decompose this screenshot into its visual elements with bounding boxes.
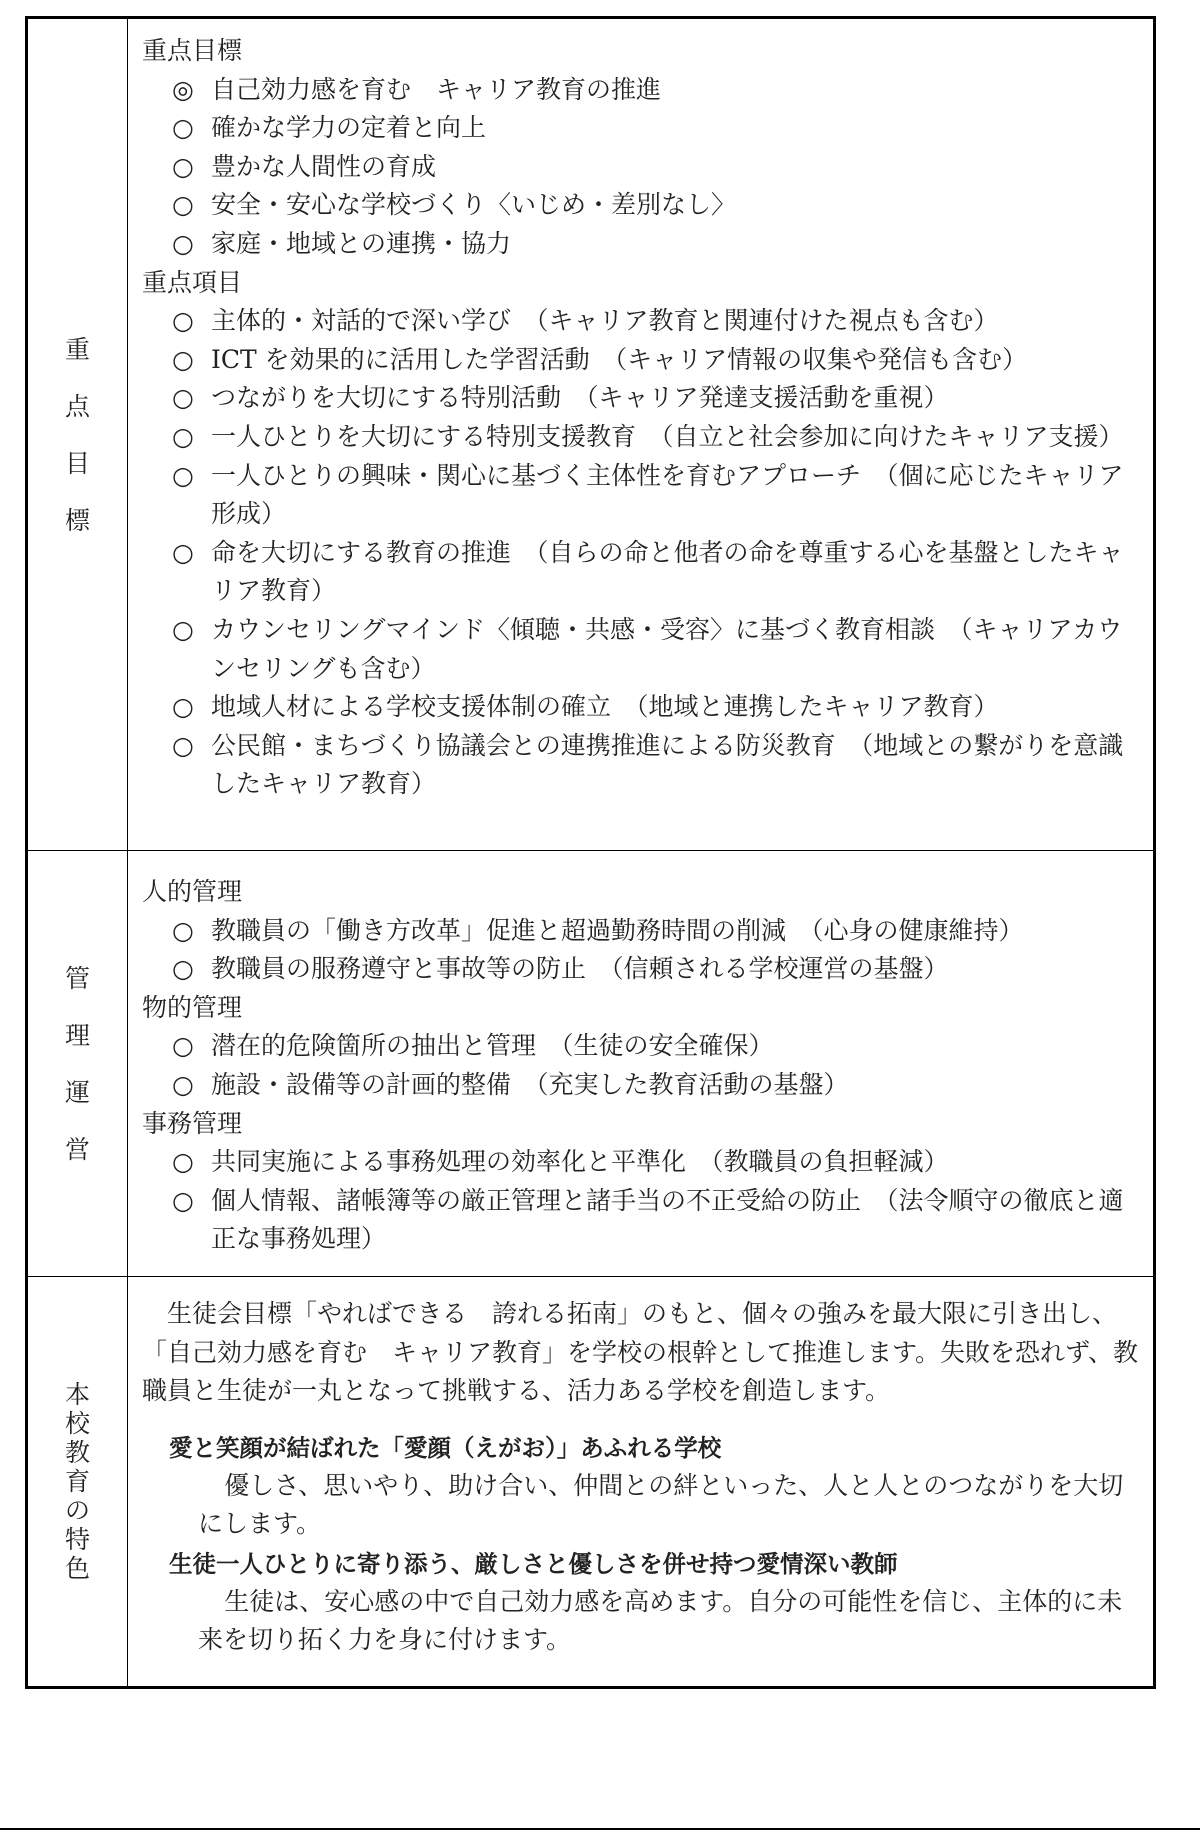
- focus-item-text: 命を大切にする教育の推進 （自らの命と他者の命を尊重する心を基盤としたキャリア教育）: [211, 537, 1124, 606]
- circle-icon: ○: [172, 460, 194, 490]
- focus-item-text: ICT を効果的に活用した学習活動 （キャリア情報の収集や発信も含む）: [211, 344, 1028, 374]
- circle-icon: ○: [172, 954, 194, 984]
- side-char: 重: [64, 334, 90, 364]
- focus-item-text: 公民館・まちづくり協議会との連携推進による防災教育 （地域との繋がりを意識したキャリア教育）: [211, 730, 1124, 799]
- side-char: 目: [64, 448, 90, 478]
- management-item: [142, 1066, 1141, 1105]
- section-management-side: [28, 851, 128, 1276]
- section-focus-label: [65, 321, 90, 549]
- management-group-heading: 事務管理: [142, 1108, 243, 1138]
- side-char: 管: [64, 963, 90, 993]
- focus-item: [142, 302, 1141, 341]
- section-management-content: [128, 851, 1153, 1276]
- circle-icon: ○: [172, 1069, 194, 1099]
- features-intro: 生徒会目標「やればできる 誇れる拓南」のもと、個々の強みを最大限に引き出し、「自己効力感を育む キャリア教育」を学校の根幹として推進します。失敗を恐れず、教職員と生徒が一丸となって挑戦する、活力ある学校を創造します。: [142, 1299, 1139, 1405]
- circle-icon: ○: [172, 421, 194, 451]
- goals-heading: 重点目標: [142, 36, 243, 65]
- section-features-side: [28, 1277, 128, 1686]
- management-group-heading: 物的管理: [142, 992, 243, 1022]
- circle-icon: ○: [172, 692, 194, 722]
- goal-item: [142, 186, 1141, 225]
- side-char: 色: [64, 1554, 90, 1583]
- goal-text: 確かな学力の定着と向上: [211, 113, 487, 143]
- circle-icon: ○: [172, 614, 194, 644]
- goal-text: 安全・安心な学校づくり〈いじめ・差別なし〉: [211, 190, 737, 220]
- management-item: [142, 950, 1141, 989]
- side-char: 特: [64, 1525, 90, 1554]
- circle-icon: ○: [172, 1185, 194, 1215]
- goal-item: [142, 71, 1141, 110]
- side-char: 点: [64, 391, 90, 421]
- management-group-heading: 人的管理: [142, 877, 243, 906]
- circle-icon: ○: [172, 344, 194, 374]
- management-item: [142, 1182, 1141, 1259]
- focus-item-text: 一人ひとりの興味・関心に基づく主体性を育むアプローチ （個に応じたキャリア形成）: [211, 460, 1124, 529]
- management-item-text: 施設・設備等の計画的整備 （充実した教育活動の基盤）: [211, 1069, 849, 1099]
- section-features-label: [65, 1380, 90, 1583]
- management-item-text: 潜在的危険箇所の抽出と管理 （生徒の安全確保）: [211, 1031, 774, 1061]
- side-char: 営: [64, 1134, 90, 1164]
- goal-text: 豊かな人間性の育成: [211, 151, 437, 181]
- feature-title: 愛と笑顔が結ばれた「愛顔（えがお）」あふれる学校: [169, 1433, 722, 1462]
- management-item-text: 教職員の「働き方改革」促進と超過勤務時間の削減 （心身の健康維持）: [211, 915, 1024, 945]
- side-char: 理: [64, 1020, 90, 1050]
- focus-item-text: 地域人材による学校支援体制の確立 （地域と連携したキャリア教育）: [211, 692, 999, 722]
- focus-item: [142, 457, 1141, 534]
- goal-text: 自己効力感を育む キャリア教育の推進: [211, 74, 662, 104]
- focus-item: [142, 379, 1141, 418]
- side-char: 本: [64, 1380, 90, 1409]
- feature-text: 優しさ、思いやり、助け合い、仲間との絆といった、人と人とのつながりを大切にします。: [198, 1470, 1124, 1538]
- goal-text: 家庭・地域との連携・協力: [211, 228, 512, 258]
- focus-item: [142, 418, 1141, 457]
- section-management: [28, 850, 1153, 1276]
- feature-title: 生徒一人ひとりに寄り添う、厳しさと優しさを併せ持つ愛情深い教師: [169, 1549, 898, 1578]
- management-item: [142, 1143, 1141, 1182]
- focus-item: [142, 341, 1141, 380]
- management-item: [142, 912, 1141, 951]
- management-item: [142, 1027, 1141, 1066]
- circle-icon: ○: [172, 113, 194, 143]
- focus-item: [142, 611, 1141, 688]
- side-char: 運: [64, 1077, 90, 1107]
- section-features-content: [128, 1277, 1153, 1686]
- feature-text: 生徒は、安心感の中で自己効力感を高めます。自分の可能性を信じ、主体的に未来を切り拓く力を身に付けます。: [198, 1586, 1123, 1654]
- circle-icon: ○: [172, 228, 194, 258]
- circle-icon: ○: [172, 915, 194, 945]
- section-focus-content: [128, 19, 1153, 850]
- circle-icon: ○: [172, 190, 194, 220]
- section-focus-goals: [28, 19, 1153, 850]
- circle-icon: ○: [172, 1147, 194, 1177]
- section-management-label: [65, 950, 90, 1178]
- section-focus-side: [28, 19, 128, 850]
- circle-icon: ○: [172, 537, 194, 567]
- focus-item-text: カウンセリングマインド〈傾聴・共感・受容〉に基づく教育相談 （キャリアカウンセリングも含む）: [211, 614, 1123, 683]
- side-char: の: [64, 1496, 90, 1525]
- school-policy-table: [25, 16, 1156, 1689]
- circle-icon: ○: [172, 1031, 194, 1061]
- double-circle-icon: ◎: [172, 74, 194, 104]
- management-item-text: 個人情報、諸帳簿等の厳正管理と諸手当の不正受給の防止 （法令順守の徹底と適正な事務処理）: [211, 1185, 1124, 1254]
- page-bottom-rule: [0, 1828, 1200, 1830]
- circle-icon: ○: [172, 730, 194, 760]
- focus-item-text: 一人ひとりを大切にする特別支援教育 （自立と社会参加に向けたキャリア支援）: [211, 421, 1124, 451]
- section-features: [28, 1276, 1153, 1686]
- focus-item: [142, 534, 1141, 611]
- focus-item: [142, 727, 1141, 804]
- items-heading: 重点項目: [142, 267, 243, 297]
- circle-icon: ○: [172, 383, 194, 413]
- side-char: 校: [64, 1409, 90, 1438]
- side-char: 標: [64, 505, 90, 535]
- circle-icon: ○: [172, 151, 194, 181]
- management-item-text: 共同実施による事務処理の効率化と平準化 （教職員の負担軽減）: [211, 1147, 949, 1177]
- goal-item: [142, 225, 1141, 264]
- focus-item-text: つながりを大切にする特別活動 （キャリア発達支援活動を重視）: [211, 383, 949, 413]
- circle-icon: ○: [172, 306, 194, 336]
- goal-item: [142, 109, 1141, 148]
- focus-item: [142, 688, 1141, 727]
- management-item-text: 教職員の服務遵守と事故等の防止 （信頼される学校運営の基盤）: [211, 954, 949, 984]
- goal-item: [142, 148, 1141, 187]
- side-char: 育: [64, 1467, 90, 1496]
- side-char: 教: [64, 1438, 90, 1467]
- focus-item-text: 主体的・対話的で深い学び （キャリア教育と関連付けた視点も含む）: [211, 306, 999, 336]
